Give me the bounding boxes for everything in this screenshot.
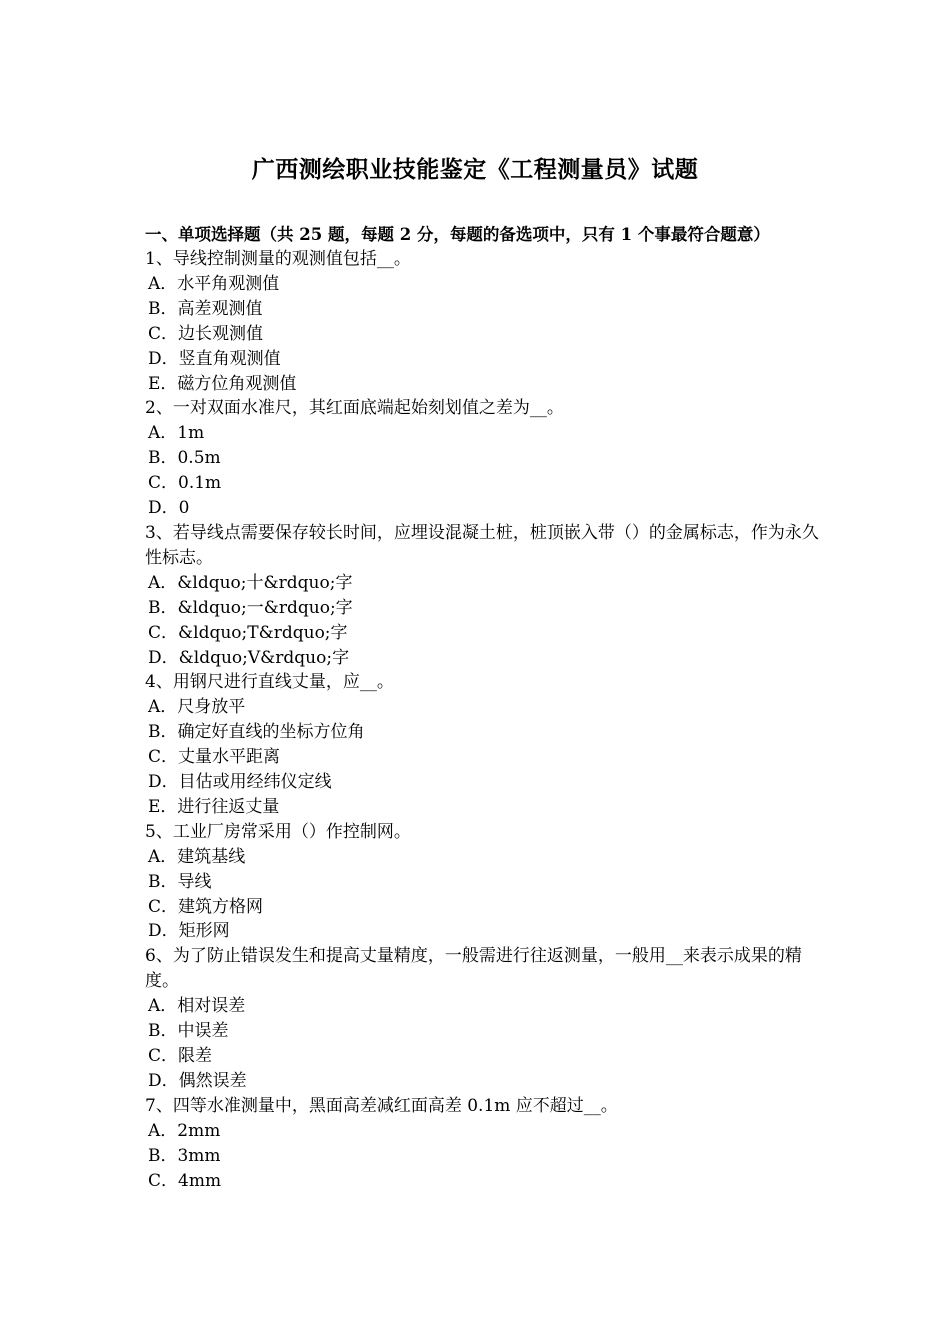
answer-option: B．确定好直线的坐标方位角 xyxy=(148,722,365,743)
question-stem: 4、用钢尺进行直线丈量，应__。 xyxy=(145,672,394,693)
question-block xyxy=(145,1094,825,1194)
question-block xyxy=(145,247,825,396)
document-title: 广西测绘职业技能鉴定《工程测量员》试题 xyxy=(251,156,699,183)
question-stem: 7、四等水准测量中，黑面高差减红面高差 0.1m 应不超过__。 xyxy=(145,1095,618,1116)
answer-option: C．0.1m xyxy=(148,473,222,494)
document-body xyxy=(145,222,825,1193)
answer-option: A．2mm xyxy=(148,1120,221,1141)
answer-option: C．4mm xyxy=(148,1170,222,1191)
question-stem: 5、工业厂房常采用（）作控制网。 xyxy=(145,821,411,842)
answer-option: A．建筑基线 xyxy=(148,846,246,867)
question-stem: 6、为了防止错误发生和提高丈量精度，一般需进行往返测量，一般用__来表示成果的精度。 xyxy=(145,946,802,992)
answer-option: A．相对误差 xyxy=(148,996,246,1017)
answer-option: B．导线 xyxy=(148,871,212,892)
answer-option: B．高差观测值 xyxy=(148,298,263,319)
answer-option: B．中误差 xyxy=(148,1021,229,1042)
answer-option: E．磁方位角观测值 xyxy=(148,373,297,394)
answer-option: A．水平角观测值 xyxy=(148,273,280,294)
answer-option: A．&ldquo;十&rdquo;字 xyxy=(148,572,353,593)
answer-option: D．0 xyxy=(148,498,190,519)
answer-option: C．建筑方格网 xyxy=(148,896,264,917)
answer-option: A．尺身放平 xyxy=(148,697,246,718)
section-heading: 一、单项选择题（共 25 题，每题 2 分，每题的备选项中，只有 1 个事最符合题意） xyxy=(145,225,770,244)
question-block xyxy=(145,670,825,819)
question-block xyxy=(145,944,825,1093)
answer-option: C．丈量水平距离 xyxy=(148,747,281,768)
question-stem: 2、一对双面水准尺，其红面底端起始刻划值之差为__。 xyxy=(145,398,564,419)
answer-option: B．0.5m xyxy=(148,448,221,469)
question-stem: 1、导线控制测量的观测值包括__。 xyxy=(145,249,411,269)
question-list xyxy=(145,247,825,1193)
answer-option: D．偶然误差 xyxy=(148,1070,247,1091)
answer-option: A．1m xyxy=(148,423,205,444)
answer-option: B．3mm xyxy=(148,1145,221,1166)
question-stem: 3、若导线点需要保存较长时间，应埋设混凝土桩，桩顶嵌入带（）的金属标志，作为永久性标志。 xyxy=(145,522,819,568)
question-block xyxy=(145,521,825,670)
answer-option: C．限差 xyxy=(148,1046,213,1066)
answer-option: E．进行往返丈量 xyxy=(148,796,280,817)
answer-option: D．矩形网 xyxy=(148,921,230,942)
answer-option: B．&ldquo;一&rdquo;字 xyxy=(148,597,353,618)
question-block xyxy=(145,396,825,521)
answer-option: C．边长观测值 xyxy=(148,323,264,344)
answer-option: C．&ldquo;T&rdquo;字 xyxy=(148,622,348,643)
question-block xyxy=(145,820,825,945)
answer-option: D．竖直角观测值 xyxy=(148,348,281,369)
answer-option: D．目估或用经纬仪定线 xyxy=(148,772,332,793)
answer-option: D．&ldquo;V&rdquo;字 xyxy=(148,647,350,668)
